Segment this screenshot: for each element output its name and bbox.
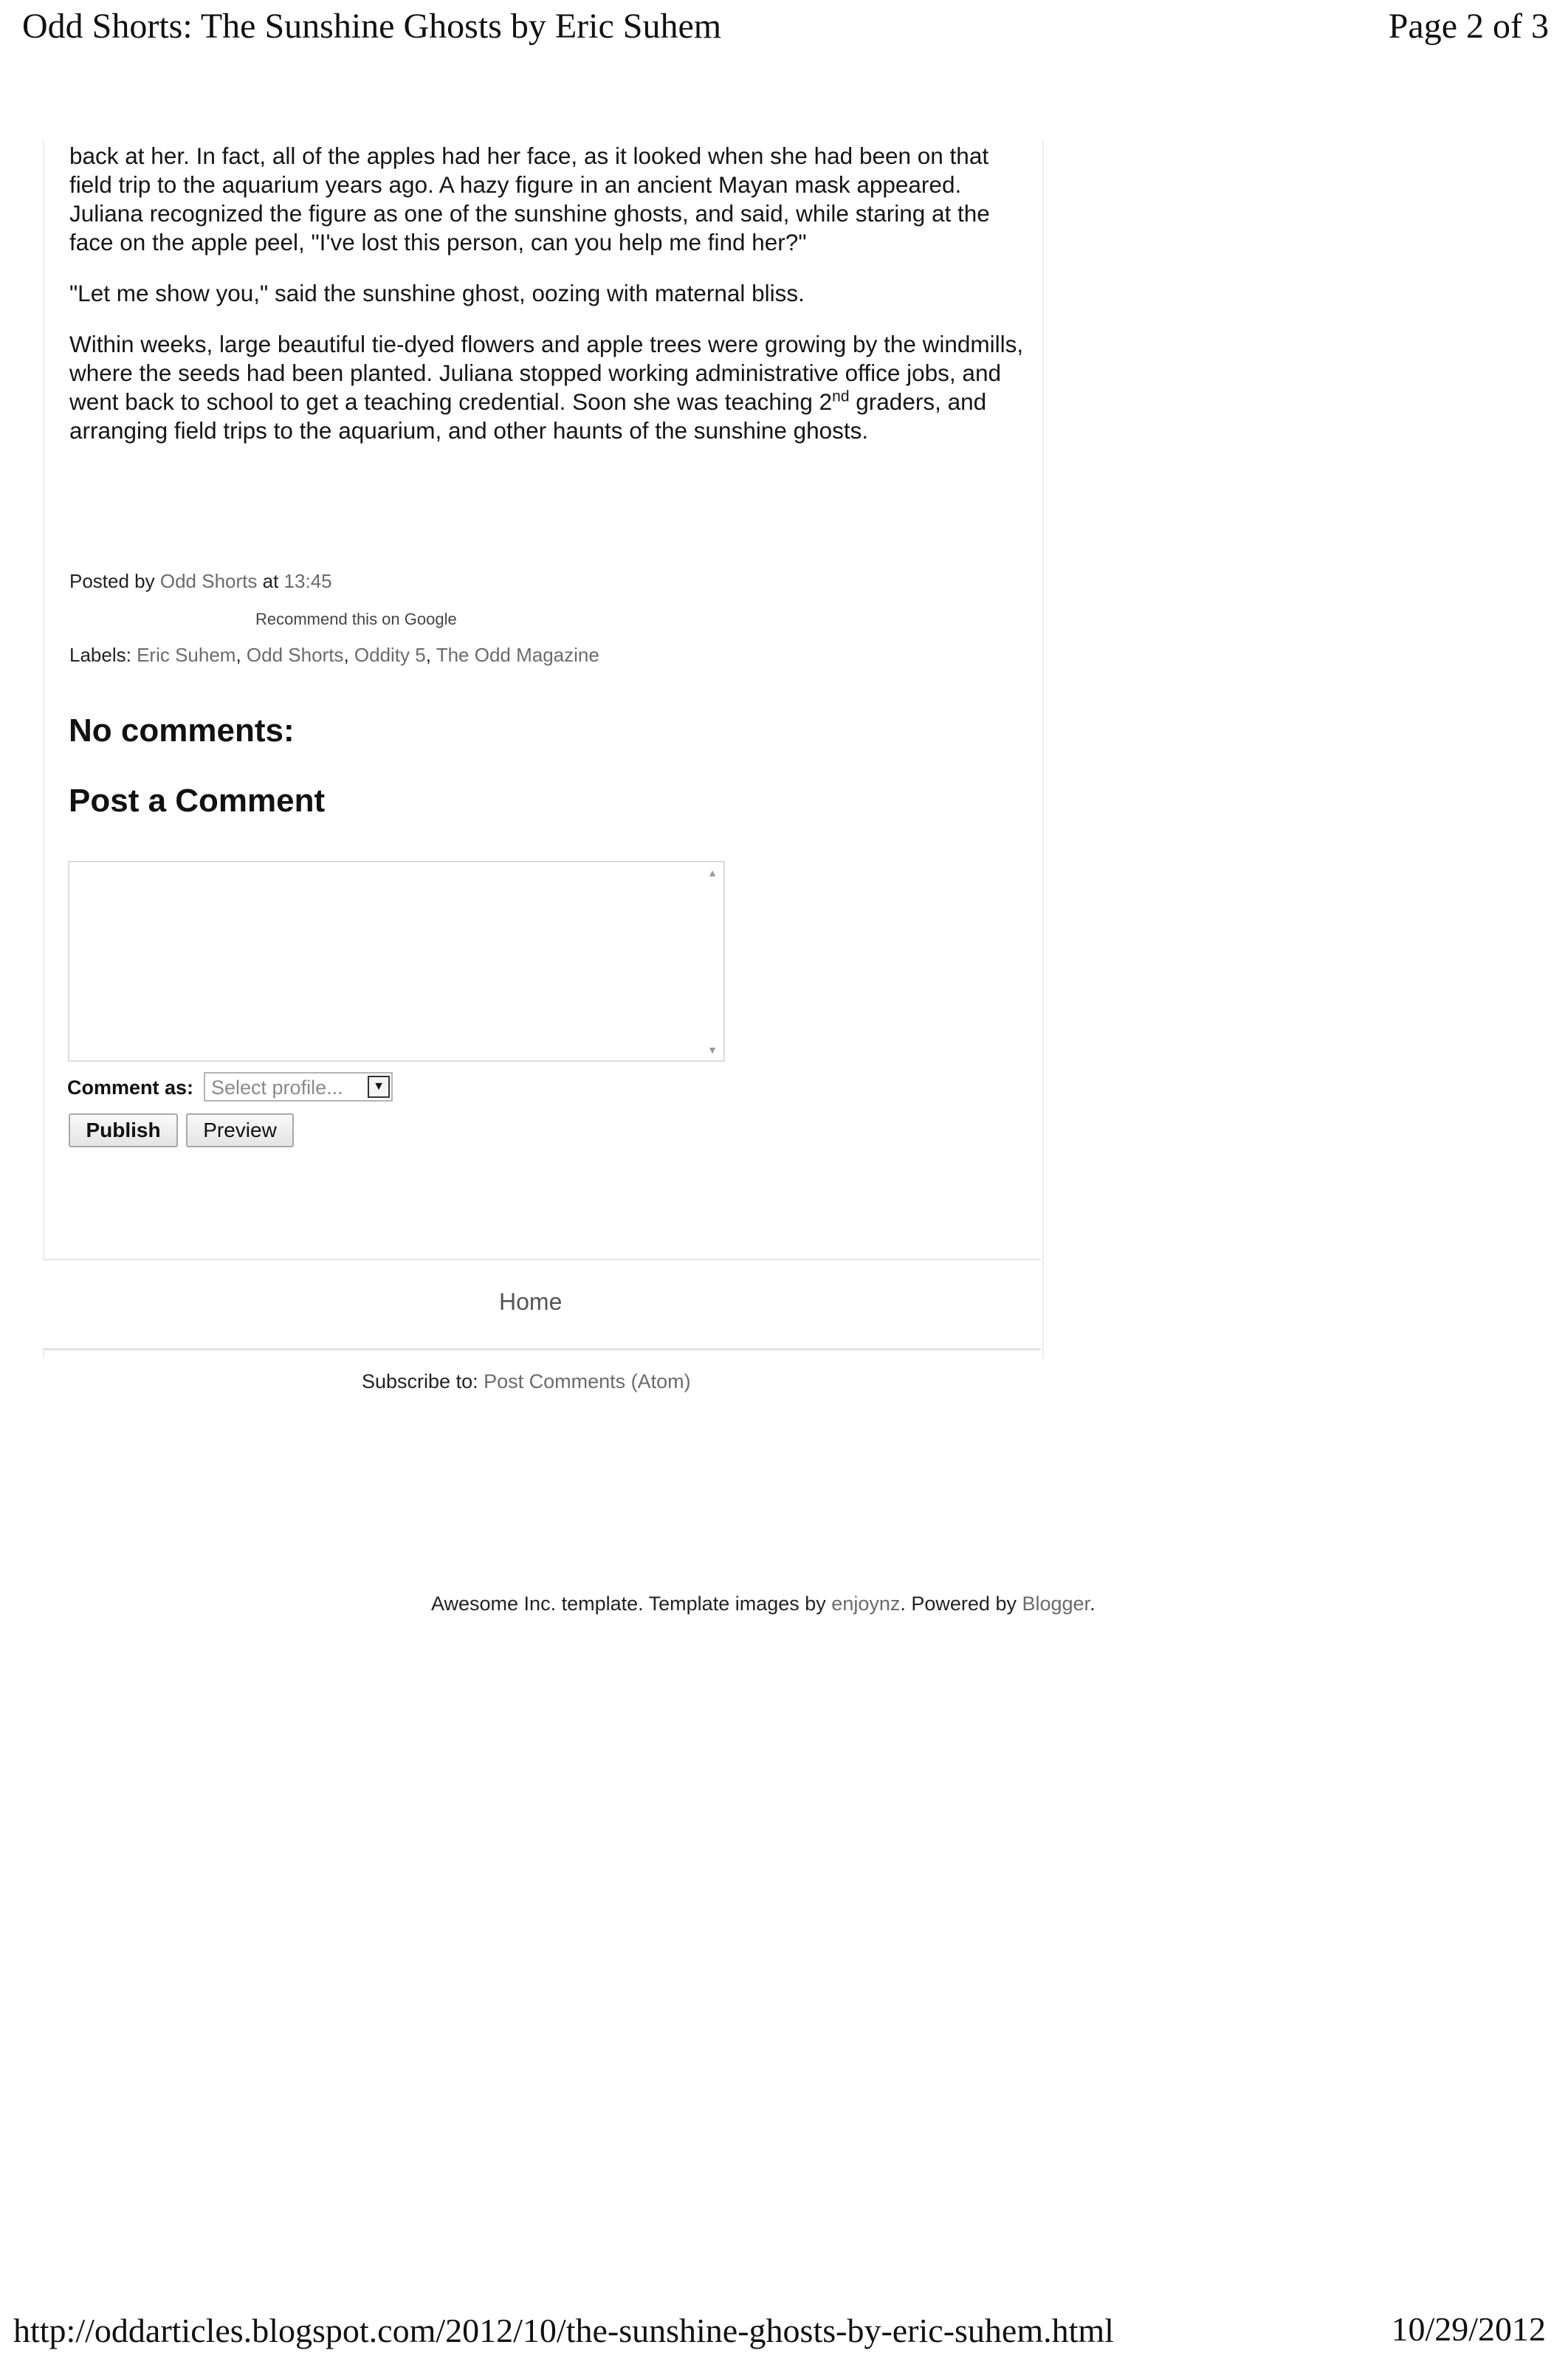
post-time-link[interactable]: 13:45	[283, 570, 332, 592]
post-comment-heading: Post a Comment	[69, 783, 326, 819]
at-label: at	[262, 570, 279, 592]
attribution-text: .	[1090, 1593, 1096, 1615]
print-footer-date: 10/29/2012	[1391, 2310, 1546, 2348]
publish-button[interactable]: Publish	[69, 1113, 178, 1147]
author-link[interactable]: Odd Shorts	[159, 570, 258, 592]
profile-select-value: Select profile...	[211, 1076, 343, 1099]
recommend-on-google-link[interactable]: Recommend this on Google	[255, 610, 457, 628]
comment-textarea[interactable]	[68, 861, 725, 1062]
post-comments-atom-link[interactable]: Post Comments (Atom)	[484, 1370, 691, 1392]
post-paragraph	[69, 330, 1029, 445]
subscribe-label: Subscribe to:	[362, 1370, 478, 1392]
posted-by-label: Posted by	[69, 570, 155, 592]
post-labels: Labels: Eric Suhem, Odd Shorts, Oddity 5, The Odd Magazine	[69, 644, 599, 666]
label-link[interactable]: Eric Suhem	[137, 644, 236, 666]
subscribe-line	[362, 1370, 691, 1393]
post-paragraph: "Let me show you," said the sunshine ghost, oozing with maternal bliss.	[69, 280, 805, 306]
post-text: Within weeks, large beautiful tie-dyed flowers and apple trees were growing by the windmills, where the seeds had been planted. Juliana stopped working administrative office jobs, and went back to school to get a teaching credential. Soon she was teaching 2	[69, 331, 1024, 415]
post-paragraph: back at her. In fact, all of the apples had her face, as it looked when she had been on that field trip to the aquarium years ago. A hazy figure in an ancient Mayan mask appeared. Juliana recognized the figure as one of the sunshine ghosts, and said, while staring at the face on the apple peel, "I've lost this person, can you help me find her?"	[69, 142, 990, 255]
post-body	[69, 142, 1029, 467]
profile-select[interactable]	[204, 1072, 393, 1102]
post-byline	[69, 570, 332, 593]
print-footer-url: http://oddarticles.blogspot.com/2012/10/the-sunshine-ghosts-by-eric-suhem.html	[13, 2312, 1114, 2349]
enjoynz-link[interactable]: enjoynz	[831, 1593, 901, 1615]
labels-label: Labels:	[69, 644, 131, 666]
label-link[interactable]: The Odd Magazine	[436, 644, 599, 666]
attribution-text: Awesome Inc. template. Template images by	[431, 1593, 826, 1615]
print-header-page-number: Page 2 of 3	[1388, 7, 1549, 46]
label-link[interactable]: Oddity 5	[354, 644, 426, 666]
attribution-text: . Powered by	[900, 1593, 1017, 1615]
post-text: graders, and arranging field trips to the aquarium, and other haunts of the sunshine ghosts.	[69, 388, 987, 444]
scroll-up-arrow-icon[interactable]: ▲	[707, 867, 718, 879]
attribution-line	[431, 1593, 1096, 1615]
no-comments-heading: No comments:	[69, 712, 295, 749]
label-link[interactable]: Odd Shorts	[246, 644, 344, 666]
ordinal-suffix: nd	[832, 388, 850, 405]
preview-button[interactable]: Preview	[186, 1113, 294, 1147]
blogger-link[interactable]: Blogger	[1022, 1593, 1090, 1615]
home-link[interactable]: Home	[499, 1288, 563, 1315]
comment-as-label: Comment as:	[67, 1076, 194, 1099]
print-header-title: Odd Shorts: The Sunshine Ghosts by Eric Suhem	[22, 7, 722, 46]
scroll-down-arrow-icon[interactable]: ▼	[707, 1044, 718, 1056]
dropdown-arrow-icon[interactable]: ▼	[368, 1076, 390, 1098]
